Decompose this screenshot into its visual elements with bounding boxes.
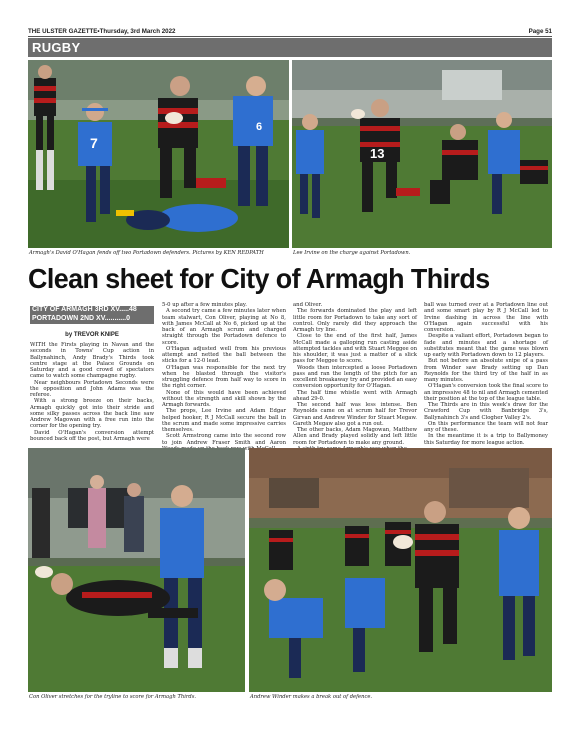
photo-bottom-left [28,448,245,692]
paragraph: Woods then intercepted a loose Portadown pass and ran the length of the pitch for an excellent breakaway try and provided an easy conversion opportunity for O'Hagan. [293,364,417,390]
photo-top-left [28,60,289,248]
paragraph: On this performance the team will not fear any of these. [424,420,548,433]
paragraph: Despite a valiant effort, Portadown began to fade and minutes and a shortage of substitutes meant that the game was blown up early with Portadown down to 12 players. [424,333,548,358]
caption-bottom-left: Con Oliver stretches for the tryline to score for Armagh Thirds. [29,694,197,700]
paragraph: In the meantime it is a trip to Ballymoney this Saturday for more league action. [424,433,548,446]
paragraph: O'Hagan was responsible for the next try when he blasted through the visitor's struggling defence from half way to score in the right corner. [162,364,286,390]
paragraph: Near neighbours Portadown Seconds were the opposition and John Adams was the referee. [30,379,154,398]
caption-top-right: Lee Irvine on the charge against Portadown. [293,250,411,256]
paragraph: O'Hagan adjusted well from his previous attempt and netted the ball between the sticks for a 12-0 lead. [162,345,286,365]
caption-top-left: Armagh's David O'Hagan fends off two Portadown defenders. Pictures by KEN REDPATH [29,250,264,256]
page-number: Page 51 [528,28,552,35]
section-header [28,38,552,57]
paragraph: WITH the Firsts playing in Navan and the seconds in Towns' Cup action in Ballynahinch, Andy Brady's Thirds took centre stage at the Palace Grounds on Saturday and a good crowd of spectators came to watch some champagne rugby. [30,342,154,380]
section-title: RUGBY [32,40,81,55]
paragraph: The forwards dominated the play and left little room for Portadown to take any sort of control. Only rarely did they approach the Armagh try line. [293,308,417,333]
masthead-rule [28,36,552,37]
svg-text:13: 13 [370,146,385,161]
headline: Clean sheet for City of Armagh Thirds [28,263,490,294]
paragraph: The Thirds are in this week's draw for the Crawford Cup with Banbridge 3's, Ballynahinch 3's and Clogher Valley 2's. [424,402,548,421]
photo-bottom-right [249,448,552,692]
paragraph: The other backs, Adam Magowan, Matthew Allen and Brady played solidly and left little room for Portadown to make any ground. [293,427,417,446]
paragraph: But not before an absolute snipe of a pass from Winder saw Brady setting up Dan Reynolds for the third try of the half in as many minutes. [424,358,548,383]
paragraph: O'Hagan's conversion took the final score to an impressive 48 to nil and Armagh cemented their position at the top of the league table. [424,383,548,402]
article-column-4 [424,302,548,446]
score-line-armagh: CITY OF ARMAGH 3RD XV.....48 [32,306,137,313]
svg-text:6: 6 [256,121,263,133]
paragraph: David O'Hagan's conversion attempt bounced back off the post, but Armagh were [30,429,154,442]
paragraph: and Oliver. [293,302,323,308]
paragraph: Scott Armstrong came into the second row to join Andrew Fraser Smith and Aaron with [162,433,286,452]
article-column-1 [30,342,154,442]
paragraph: With a strong breeze on their backs, Armagh quickly got into their stride and some silky passes across the back line saw Andrew Magowan with a free run into the corner for the opening try. [30,398,154,430]
score-line-portadown: PORTADOWN 2ND XV...........0 [32,314,131,322]
caption-bottom-right: Andrew Winder makes a break out of defence. [250,694,373,700]
svg-text:7: 7 [90,135,98,151]
photo-top-right [292,60,552,248]
article-column-3 [293,302,417,452]
paragraph: Close to the end of the first half, James McCall made a galloping run casting aside attempted tackles and with Stuart Meggee on his shoulder, it was just a matter of a slick pass for Meggee to score. [293,333,417,365]
masthead-title: THE ULSTER GAZETTE•Thursday, 3rd March 2022 [28,28,176,35]
score-box [30,306,154,324]
byline: by TREVOR KNIPE [65,332,119,338]
paragraph: None of this would have been achieved without the strength and skill shown by the Armagh forwards. [162,389,286,408]
paragraph: ball was turned over at a Portadown line out and some smart play by R J McCall led to Irvine dashing in across the line with O'Hagan again successful with his conversion. [424,302,548,333]
paragraph: The second half was less intense. Ben Reynolds came on at scrum half for Trevor Girvan and Andrew Winder for Stuart Megaw. Gareth Megaw also got a run out. [293,402,417,427]
paragraph: The props, Lee Irvine and Adam Edgar helped hooker, R J McCall secure the ball in the scrum and made some impressive carries themselves. [162,408,286,433]
article-column-2 [162,302,286,452]
paragraph: A second try came a few minutes later when team stalwart, Con Oliver, playing at No 8, with James McCall at No 6, picked up at the back of an Armagh scrum and charged straight through the Portadown defence to score. [162,308,286,346]
paragraph: The half time whistle went with Armagh ahead 29-0. [293,389,417,402]
paragraph: 5-0 up after a few minutes play. [162,302,247,308]
